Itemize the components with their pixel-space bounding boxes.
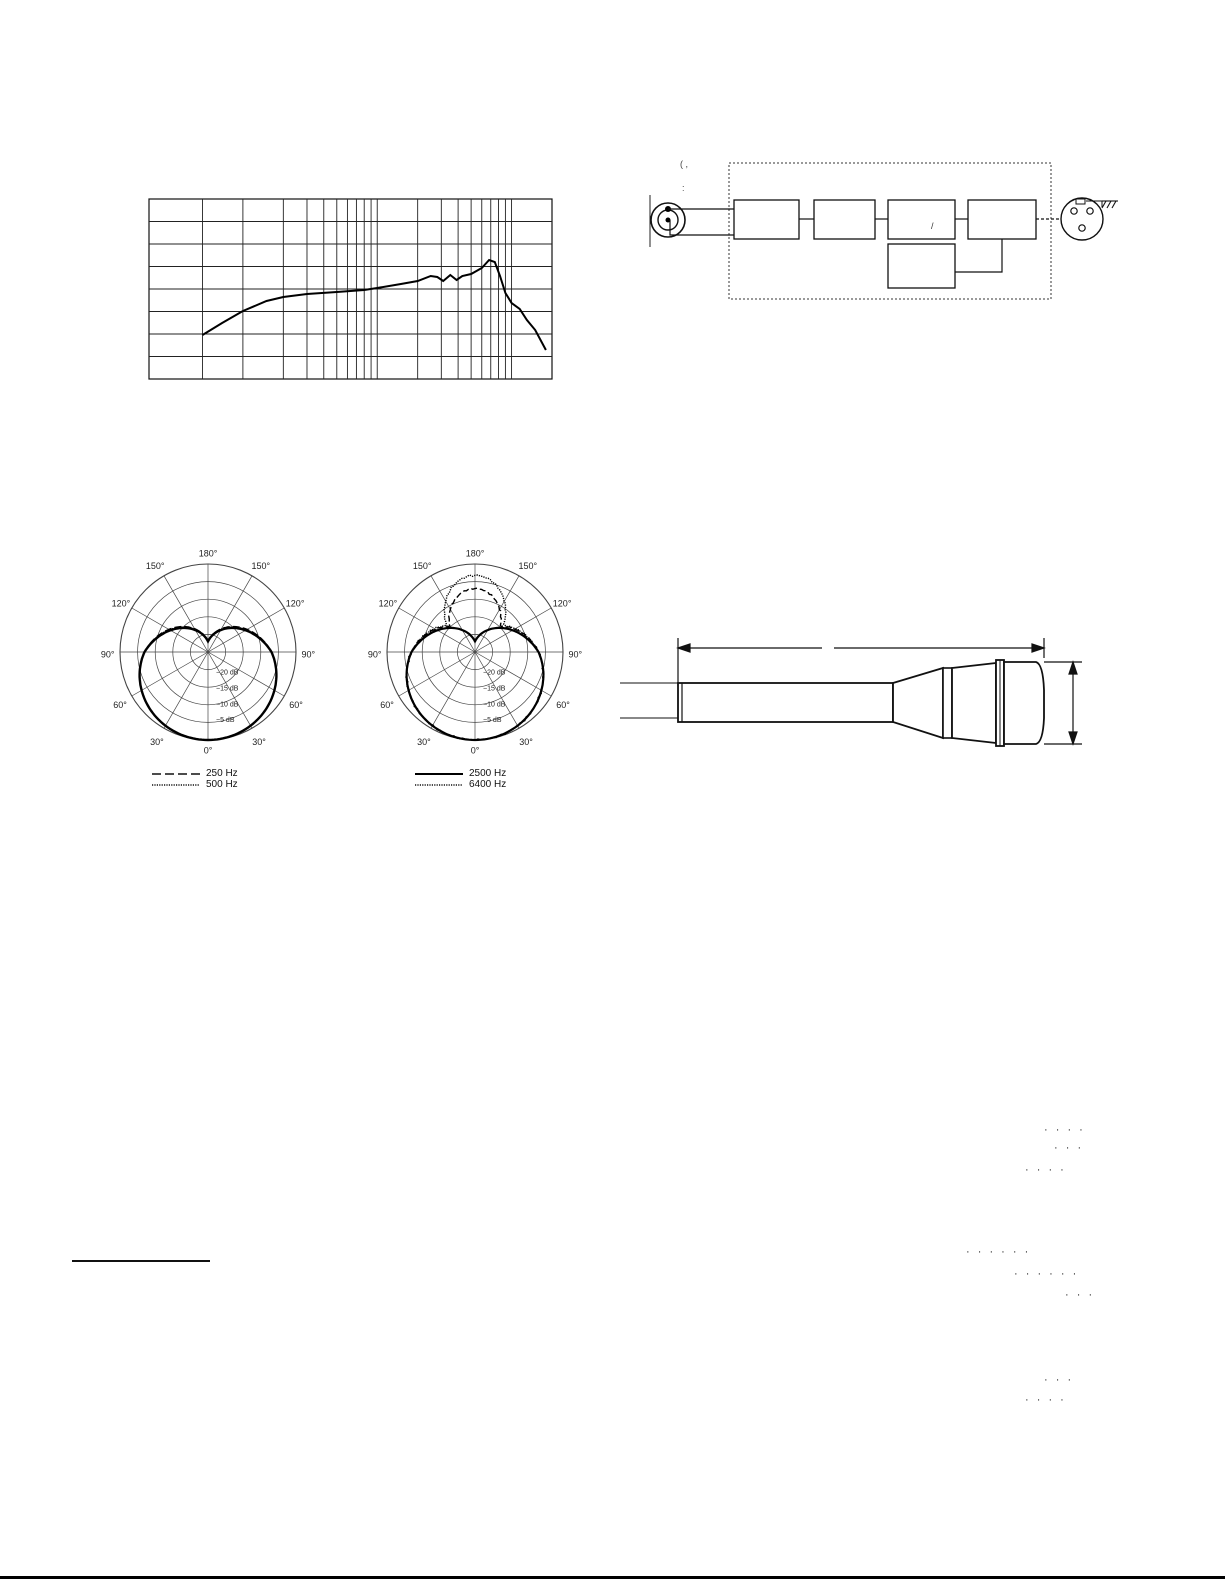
legend-label: 6400 Hz bbox=[469, 779, 507, 790]
polar-angle-label: 120° bbox=[378, 598, 398, 609]
polar-db-label: −5 dB bbox=[216, 717, 235, 725]
polar-angle-label: 150° bbox=[412, 560, 432, 571]
polar-db-label: −10 dB bbox=[216, 701, 239, 709]
polar-angle-label: 90° bbox=[568, 649, 583, 660]
dot-leader: · · · bbox=[1044, 1374, 1074, 1386]
dot-leader: · · · · · · bbox=[966, 1246, 1031, 1258]
block-1 bbox=[734, 200, 799, 239]
section-heading-underline bbox=[72, 1260, 210, 1262]
diameter-dimension bbox=[1044, 662, 1082, 744]
polar-angle-label: 60° bbox=[289, 699, 303, 710]
polar-spoke bbox=[164, 576, 208, 652]
legend-label: 2500 Hz bbox=[469, 768, 507, 779]
polar-angle-label: 0° bbox=[203, 745, 213, 756]
legend-label: 250 Hz bbox=[206, 768, 238, 779]
polar-angle-label: 90° bbox=[100, 649, 115, 660]
legend-label: 500 Hz bbox=[206, 779, 238, 790]
mic-taper bbox=[893, 668, 943, 738]
polar-angle-label: 60° bbox=[380, 699, 394, 710]
polar-angle-label: 120° bbox=[285, 598, 305, 609]
polar-spoke bbox=[475, 576, 519, 652]
polar-angle-label: 90° bbox=[301, 649, 316, 660]
polar-angle-label: 180° bbox=[465, 550, 485, 559]
polar-angle-label: 30° bbox=[252, 736, 266, 747]
polar-angle-label: 150° bbox=[251, 560, 271, 571]
block-diagram bbox=[640, 155, 1120, 305]
ground-icon bbox=[1102, 201, 1118, 208]
mic-handle bbox=[678, 683, 893, 722]
dot-leader: · · · · bbox=[1025, 1394, 1067, 1406]
polar-angle-label: 120° bbox=[111, 598, 131, 609]
polar-angle-label: 0° bbox=[470, 745, 480, 756]
polar-angle-label: 60° bbox=[556, 699, 570, 710]
polar-angle-label: 60° bbox=[113, 699, 127, 710]
diagram-tick-mark: : bbox=[682, 183, 685, 193]
block-4 bbox=[968, 200, 1036, 239]
polar-angle-label: 150° bbox=[518, 560, 538, 571]
polar-angle-label: 150° bbox=[145, 560, 165, 571]
polar-angle-label: 30° bbox=[519, 736, 533, 747]
polar-pattern-high bbox=[355, 550, 595, 795]
dot-leader: · · · · bbox=[1025, 1164, 1067, 1176]
frequency-response-plot bbox=[148, 198, 558, 381]
polar-spoke bbox=[431, 576, 475, 652]
polar-spoke bbox=[164, 652, 208, 728]
polar-angle-label: 90° bbox=[367, 649, 382, 660]
polar-angle-label: 180° bbox=[198, 550, 218, 559]
polar-db-label: −20 dB bbox=[483, 669, 506, 677]
plot-gridlines bbox=[149, 199, 552, 379]
polar-spoke bbox=[208, 576, 252, 652]
polar-db-label: −20 dB bbox=[216, 669, 239, 677]
diagram-tick-mark: ( , bbox=[680, 159, 688, 169]
polar-db-label: −5 dB bbox=[483, 717, 502, 725]
polar-spoke bbox=[399, 652, 475, 696]
polar-plot-high bbox=[355, 550, 595, 765]
microphone-dimension-drawing bbox=[620, 630, 1090, 750]
block-2 bbox=[814, 200, 875, 239]
frequency-response-chart bbox=[148, 198, 558, 381]
page-bottom-rule bbox=[0, 1576, 1225, 1579]
polar-spoke bbox=[431, 652, 475, 728]
polar-angle-label: 30° bbox=[150, 736, 164, 747]
polar-angle-label: 120° bbox=[552, 598, 572, 609]
dot-leader: · · · · bbox=[1044, 1124, 1086, 1136]
mic-grille bbox=[1004, 662, 1044, 744]
polar-db-label: −15 dB bbox=[216, 685, 239, 693]
polar-plot-low bbox=[88, 550, 328, 765]
block-5 bbox=[888, 244, 955, 288]
dot-leader: · · · · · · bbox=[1014, 1268, 1079, 1280]
polar-db-label: −10 dB bbox=[483, 701, 506, 709]
polar-pattern-low bbox=[88, 550, 328, 795]
polar-db-label: −15 dB bbox=[483, 685, 506, 693]
polar-angle-label: 30° bbox=[417, 736, 431, 747]
svg-text:/: / bbox=[931, 221, 934, 231]
dot-leader: · · · bbox=[1054, 1142, 1084, 1154]
dot-leader: · · · bbox=[1065, 1289, 1095, 1301]
response-curve bbox=[203, 260, 546, 350]
mic-neck bbox=[952, 663, 996, 743]
block-3 bbox=[888, 200, 955, 239]
